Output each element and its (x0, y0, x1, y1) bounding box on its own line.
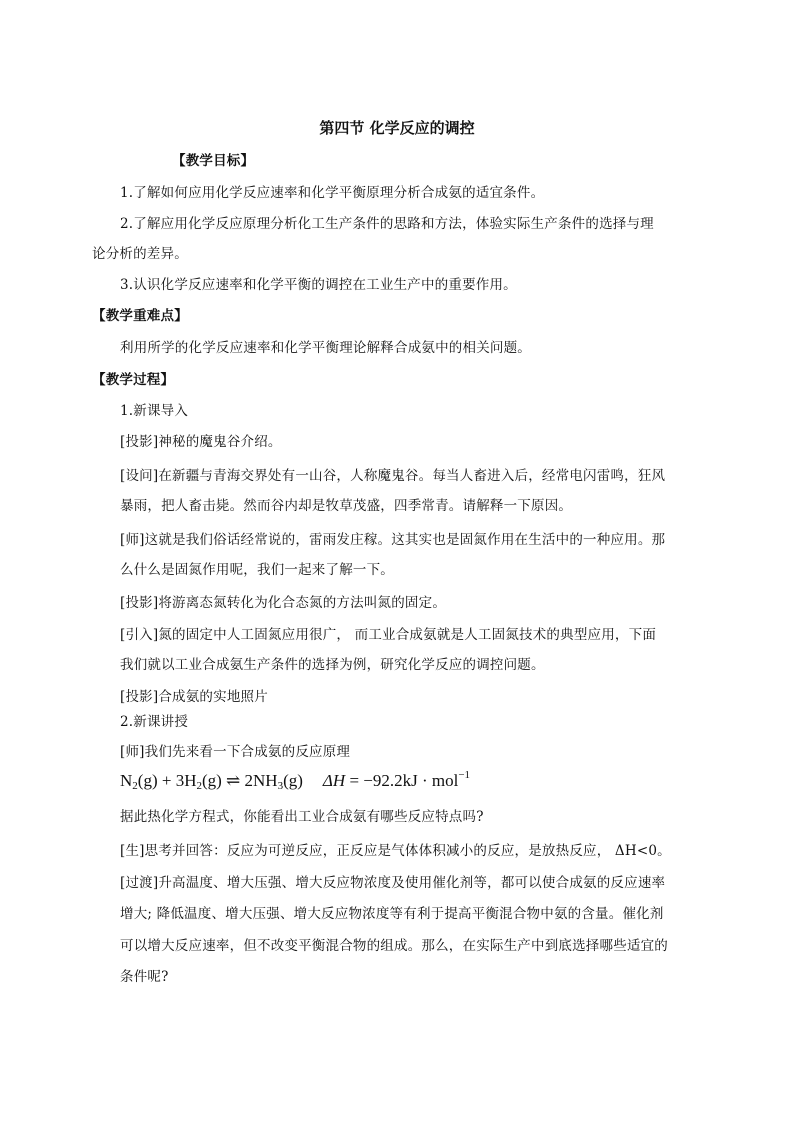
step-2-label: 2.新课讲授 (120, 714, 189, 730)
paragraph-question-2: 据此热化学方程式，你能看出工业合成氨有哪些反应特点吗? (120, 809, 484, 825)
goals-heading: 【教学目标】 (172, 153, 255, 169)
goal-3: 3.认识化学反应速率和化学平衡的调控在工业生产中的重要作用。 (120, 277, 517, 293)
chemical-equation: $N_2(g) + 3H_2(g)$ ⇌ $2NH_3(g) \Delta H = -92.2kJ \cdot mol^{-1}$ (120, 769, 471, 792)
paragraph-intro-line-1: [引入]氮的固定中人工固氮应用很广， 而工业合成氨就是人工固氮技术的典型应用，下面 (120, 627, 657, 643)
process-heading: 【教学过程】 (92, 372, 175, 388)
keypoints-text: 利用所学的化学反应速率和化学平衡理论解释合成氨中的相关问题。 (120, 340, 531, 356)
paragraph-question-line-2: 暴雨，把人畜击毙。然而谷内却是牧草茂盛，四季常青。请解释一下原因。 (120, 498, 573, 514)
enthalpy-symbol: ΔH (322, 771, 346, 790)
goal-2-line-1: 2.了解应用化学反应原理分析化工生产条件的思路和方法，体验实际生产条件的选择与理 (120, 216, 654, 232)
goal-2-line-2: 论分析的差异。 (92, 246, 188, 262)
paragraph-transition-line-1: [过渡]升高温度、增大压强、增大反应物浓度及使用催化剂等，都可以使合成氨的反应速率 (120, 875, 666, 891)
paragraph-question-line-1: [设问]在新疆与青海交界处有一山谷，人称魔鬼谷。每当人畜进入后，经常电闪雷鸣，狂风 (120, 468, 666, 484)
paragraph-transition-line-2: 增大; 降低温度、增大压强、增大反应物浓度等有利于提高平衡混合物中氨的含量。催化剂 (120, 906, 664, 922)
paragraph-projection-1: [投影]神秘的魔鬼谷介绍。 (120, 434, 282, 450)
paragraph-student-answer: [生]思考并回答：反应为可逆反应，正反应是气体体积减小的反应，是放热反应， ΔH<0。 (120, 843, 671, 859)
paragraph-transition-line-4: 条件呢? (120, 969, 169, 985)
goal-1: 1.了解如何应用化学反应速率和化学平衡原理分析合成氨的适宜条件。 (120, 185, 545, 201)
paragraph-teacher-1-line-1: [师]这就是我们俗话经常说的，雷雨发庄稼。这其实也是固氮作用在生活中的一种应用。那 (120, 532, 666, 548)
page-title: 第四节 化学反应的调控 (319, 119, 475, 137)
keypoints-heading: 【教学重难点】 (92, 308, 188, 324)
paragraph-projection-2: [投影]将游离态氮转化为化合态氮的方法叫氮的固定。 (120, 595, 447, 611)
step-1-label: 1.新课导入 (120, 403, 189, 419)
paragraph-intro-line-2: 我们就以工业合成氨生产条件的选择为例，研究化学反应的调控问题。 (120, 657, 545, 673)
paragraph-teacher-1-line-2: 么什么是固氮作用呢，我们一起来了解一下。 (120, 562, 394, 578)
paragraph-transition-line-3: 可以增大反应速率，但不改变平衡混合物的组成。那么，在实际生产中到底选择哪些适宜的 (120, 938, 668, 954)
paragraph-projection-3: [投影]合成氨的实地照片 (120, 689, 268, 705)
paragraph-teacher-2: [师]我们先来看一下合成氨的反应原理 (120, 744, 351, 760)
